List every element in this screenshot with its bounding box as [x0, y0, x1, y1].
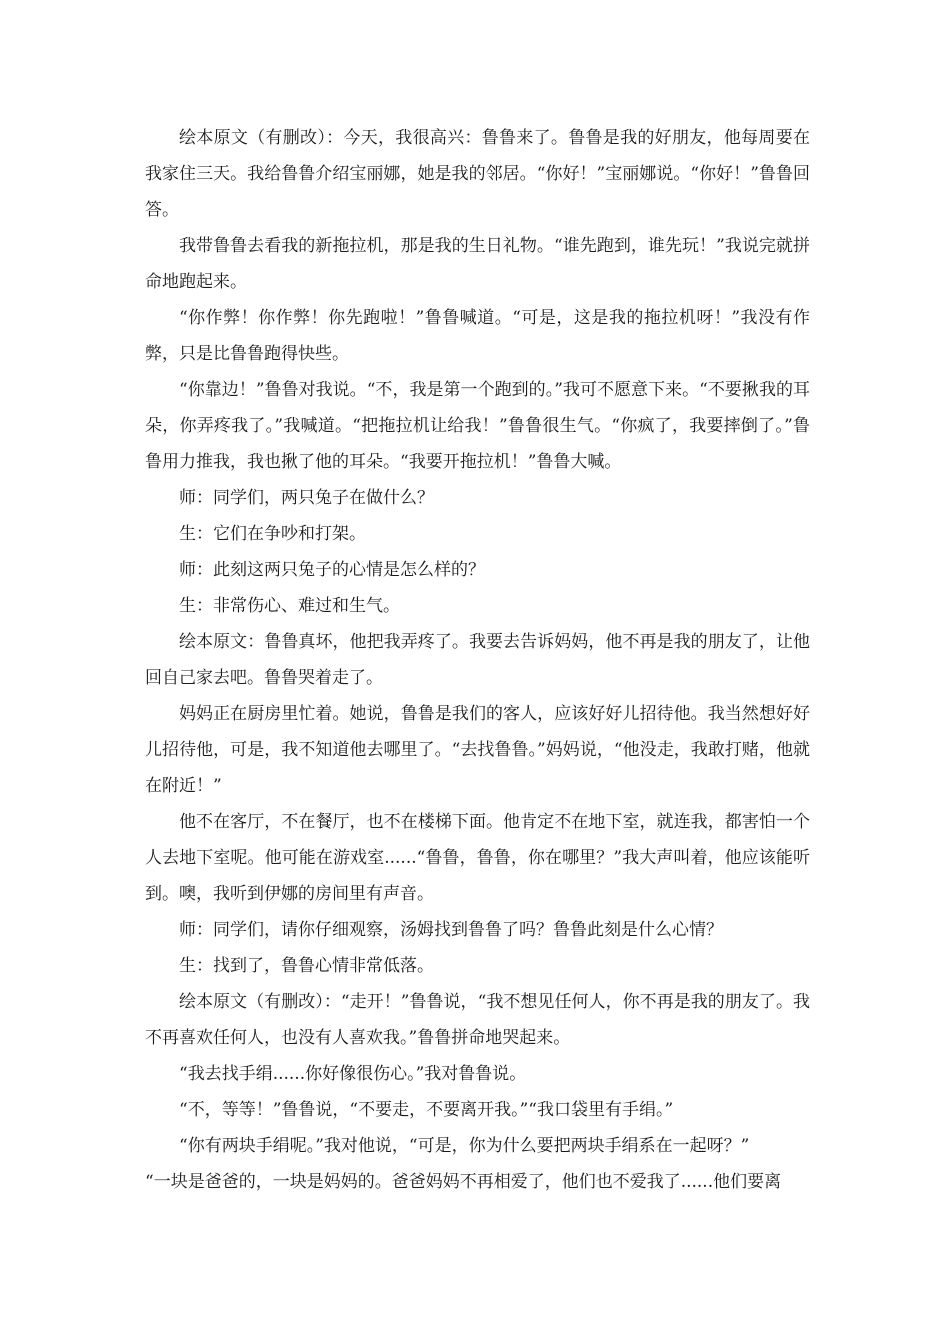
paragraph: 师：此刻这两只兔子的心情是怎么样的？ — [179, 560, 485, 580]
paragraph: 生：非常伤心、难过和生气。 — [179, 596, 400, 616]
document-body — [145, 120, 810, 1200]
paragraph: “一块是爸爸的，一块是妈妈的。爸爸妈妈不再相爱了，他们也不爱我了......他们要离 — [145, 1172, 782, 1192]
paragraph: 师：同学们，请你仔细观察，汤姆找到鲁鲁了吗？鲁鲁此刻是什么心情？ — [179, 920, 723, 940]
paragraph: 绘本原文（有删改）：“走开！”鲁鲁说，“我不想见任何人，你不再是我的朋友了。我不再喜欢任何人，也没有人喜欢我。”鲁鲁拼命地哭起来。 — [145, 992, 810, 1048]
paragraph: 他不在客厅，不在餐厅，也不在楼梯下面。他肯定不在地下室，就连我，都害怕一个人去地下室呢。他可能在游戏室......“鲁鲁，鲁鲁，你在哪里？”我大声叫着，他应该能听到。噢，我听到伊娜的房间里有声音。 — [145, 812, 810, 904]
paragraph: 生：它们在争吵和打架。 — [179, 524, 366, 544]
paragraph: 我带鲁鲁去看我的新拖拉机，那是我的生日礼物。“谁先跑到，谁先玩！”我说完就拼命地跑起来。 — [145, 236, 810, 292]
paragraph: 绘本原文（有删改）：今天，我很高兴：鲁鲁来了。鲁鲁是我的好朋友，他每周要在我家住三天。我给鲁鲁介绍宝丽娜，她是我的邻居。“你好！”宝丽娜说。“你好！”鲁鲁回答。 — [145, 128, 810, 220]
paragraph: “你靠边！”鲁鲁对我说。“不，我是第一个跑到的。”我可不愿意下来。“不要揪我的耳朵，你弄疼我了。”我喊道。“把拖拉机让给我！”鲁鲁很生气。“你疯了，我要摔倒了。”鲁鲁用力推我，我也揪了他的耳朵。“我要开拖拉机！”鲁鲁大喊。 — [145, 380, 810, 472]
paragraph: “不，等等！”鲁鲁说，“不要走，不要离开我。”“我口袋里有手绢。” — [179, 1100, 674, 1120]
paragraph: “我去找手绢......你好像很伤心。”我对鲁鲁说。 — [179, 1064, 527, 1084]
paragraph: “你作弊！你作弊！你先跑啦！”鲁鲁喊道。“可是，这是我的拖拉机呀！”我没有作弊，只是比鲁鲁跑得快些。 — [145, 308, 810, 364]
paragraph: 师：同学们，两只兔子在做什么？ — [179, 488, 434, 508]
paragraph: “你有两块手绢呢。”我对他说，“可是，你为什么要把两块手绢系在一起呀？” — [179, 1136, 750, 1156]
paragraph: 妈妈正在厨房里忙着。她说，鲁鲁是我们的客人，应该好好儿招待他。我当然想好好儿招待他，可是，我不知道他去哪里了。“去找鲁鲁。”妈妈说，“他没走，我敢打赌，他就在附近！” — [145, 704, 810, 796]
paragraph: 绘本原文：鲁鲁真坏，他把我弄疼了。我要去告诉妈妈，他不再是我的朋友了，让他回自己家去吧。鲁鲁哭着走了。 — [145, 632, 810, 688]
paragraph: 生：找到了，鲁鲁心情非常低落。 — [179, 956, 434, 976]
